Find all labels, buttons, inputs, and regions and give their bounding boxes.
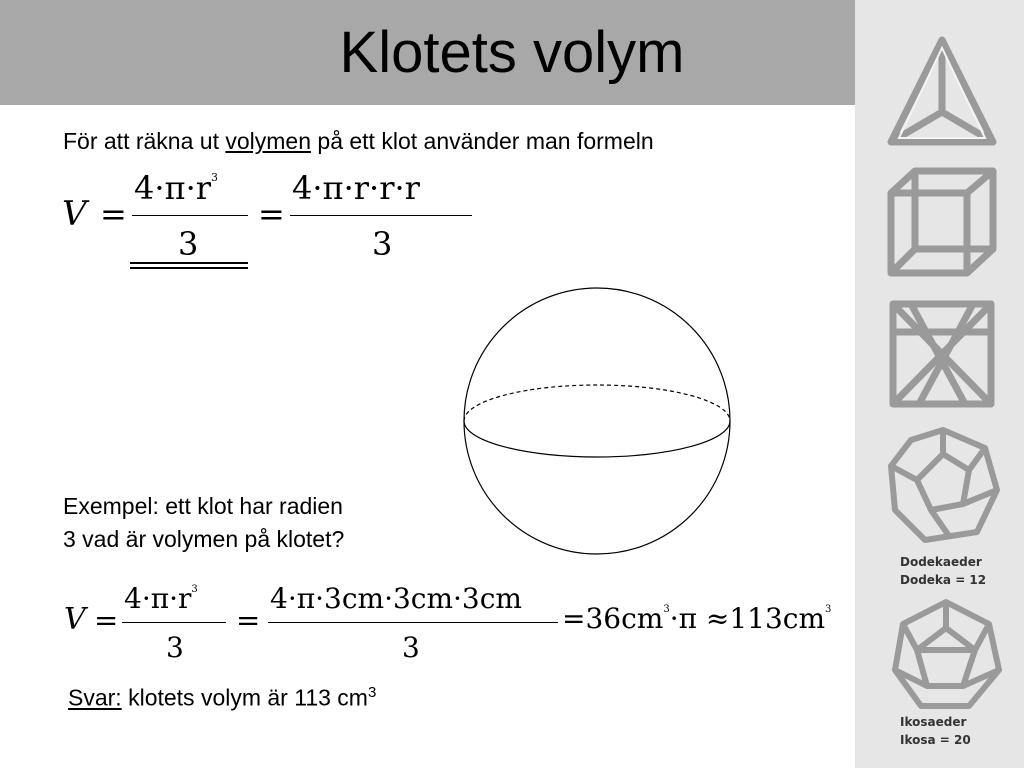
cube-icon: [885, 165, 999, 279]
formula1-eq1: =: [100, 195, 127, 233]
icosahedron-label: Ikosaeder Ikosa = 20: [900, 715, 971, 747]
formula1-double-underline-bottom: [130, 267, 248, 269]
formula2-den2: 3: [402, 631, 420, 664]
answer-label: Svar:: [68, 684, 122, 711]
formula2-num1: $4\cdot\pi\cdot r^3$: [124, 582, 198, 615]
formula1-double-underline-top: [130, 262, 248, 264]
dodecahedron-icon: [885, 424, 1001, 548]
formula1-den1: 3: [178, 225, 199, 263]
formula1-eq2: =: [258, 195, 285, 233]
formula2-frac1-line: [122, 622, 226, 623]
formula2-eq2: =: [236, 603, 261, 637]
formula1-lhs: V: [62, 194, 87, 234]
dodecahedron-label: Dodekaeder Dodeka = 12: [900, 555, 987, 587]
formula2-eq1: =: [94, 603, 119, 637]
slide-title: Klotets volym: [339, 20, 685, 85]
formula1-frac2-line: [290, 215, 472, 216]
formula1-frac1-line: [132, 215, 248, 216]
polyhedra-panel: [855, 0, 1024, 768]
formula2-num2: 4·π·3cm·3cm·3cm: [270, 582, 522, 615]
sphere-illustration: [460, 284, 734, 558]
formula2-lhs: V: [64, 602, 86, 637]
formula2-frac2-line: [268, 622, 558, 623]
formula1-den2: 3: [372, 225, 393, 263]
formula2-den1: 3: [166, 631, 184, 664]
example-text: Exempel: ett klot har radien 3 vad är volymen på klotet?: [63, 493, 345, 552]
octahedron-icon: [885, 292, 999, 412]
formula1-num2: 4·π·r·r·r: [292, 169, 420, 207]
formula2-result: $=36cm^3\cdot\pi \approx 113cm^3$: [562, 602, 832, 635]
icosahedron-icon: [889, 598, 1003, 712]
formula1-num1: $4\cdot\pi\cdot r^3$: [134, 169, 219, 207]
intro-underlined: volymen: [225, 128, 312, 154]
answer-text: Svar: klotets volym är 113 $cm^3$: [68, 684, 377, 711]
intro-text: För att räkna ut volymen på ett klot använder man formeln: [63, 128, 654, 154]
tetrahedron-icon: [883, 34, 1001, 150]
